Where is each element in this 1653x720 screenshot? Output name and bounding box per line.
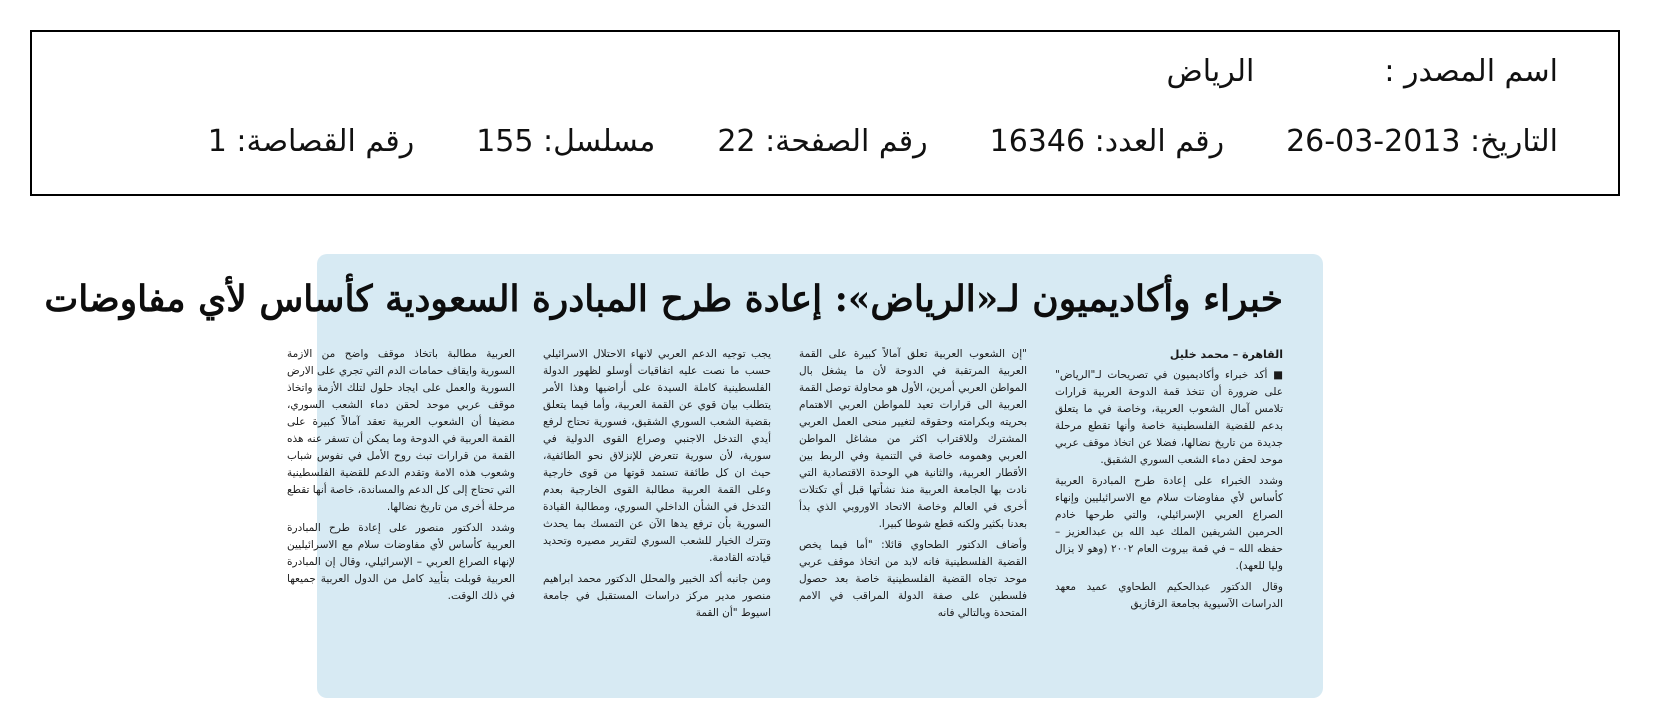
article-columns [287, 346, 1283, 688]
article-column-1 [1055, 346, 1283, 688]
article-column-2 [799, 346, 1027, 688]
source-value: الرياض [1166, 54, 1255, 89]
paragraph: وشدد الدكتور منصور على إعادة طرح المبادرة العربية كأساس لأي مفاوضات سلام مع الاسرائيليين لإنهاء الصراع العربي – الإسرائيلي، وقال إن المبادرة العربية قوبلت بتأييد كامل من الدول العربية جميعها في ذلك الوقت. [287, 522, 515, 602]
page-number-field: رقم الصفحة: 22 [717, 124, 928, 159]
article-column-3 [543, 346, 771, 688]
article-column-4 [287, 346, 515, 688]
paragraph: ■ أكد خبراء وأكاديميون في تصريحات لـ"الرياض" على ضرورة أن تتخذ قمة الدوحة العربية قرارات تلامس آمال الشعوب العربية، وخاصة في ما يتعلق بدعم للقضية الفلسطينية خاصة وأنها تقطع مرحلة جديدة من تاريخ نضالها، فضلا عن اتخاذ موقف عربي موحد لحقن دماء الشعب السوري الشقيق. [1055, 369, 1283, 466]
serial-field: مسلسل: 155 [476, 124, 656, 159]
date-field: التاريخ: 2013-03-26 [1286, 124, 1558, 159]
source-info-box [30, 30, 1620, 196]
details-row [208, 124, 1558, 159]
paragraph: وقال الدكتور عبدالحكيم الطحاوي عميد معهد الدراسات الآسيوية بجامعة الزقازيق [1055, 581, 1283, 610]
source-label: اسم المصدر : [1384, 54, 1558, 89]
newspaper-clipping [44, 254, 1323, 698]
paragraph: وشدد الخبراء على إعادة طرح المبادرة العربية كأساس لأي مفاوضات سلام مع الاسرائيليين وإنهاء الصراع العربي الإسرائيلي، والتي طرحها خادم الحرمين الشريفين الملك عبد الله بن عبدالعزيز – حفظه الله – في قمة بيروت العام ٢٠٠٢ (وهو لا يزال وليا للعهد). [1055, 475, 1283, 572]
article-byline: القاهرة – محمد خليل [1169, 348, 1283, 361]
paragraph: ومن جانبه أكد الخبير والمحلل الدكتور محمد ابراهيم منصور مدير مركز دراسات المستقبل في جامعة اسيوط "أن القمة [543, 573, 771, 619]
source-row [1167, 54, 1558, 89]
clip-number-field: رقم القصاصة: 1 [207, 124, 415, 159]
paragraph: يجب توجيه الدعم العربي لانهاء الاحتلال الاسرائيلي حسب ما نصت عليه اتفاقيات أوسلو لظهور الدولة الفلسطينية كاملة السيدة على أراضيها وهذا الأمر يتطلب بيان قوي عن القمة العربية، وأما فيما يتعلق بقضية الشعب السوري الشقيق، فسورية تحتاج لرفع أيدي التدخل الاجنبي وصراع القوى الدولية في سورية، لأن سورية تتعرض للإنزلاق نحو الطائفية، حيث ان كل طائفة تستمد قوتها من قوى خارجية وعلى القمة العربية مطالبة القوى الخارجية بعدم التدخل في الشأن الداخلي السوري، ومطالبة القيادة السورية بأن ترفع يدها الآن عن التمسك بما يحدث وتترك الخيار للشعب السوري لتقرير مصيره وتحديد قيادته القادمة. [543, 348, 771, 564]
article-headline: خبراء وأكاديميون لـ«الرياض»: إعادة طرح المبادرة السعودية كأساس لأي مفاوضات [44, 278, 1283, 320]
paragraph: العربية مطالبة باتخاذ موقف واضح من الازمة السورية وايقاف حمامات الدم التي تجري على الارض السورية والعمل على ايجاد حلول لتلك الأزمة واتخاذ موقف عربي موحد لحقن دماء الشعب السوري، مضيفا أن الشعوب العربية تعقد آمالاً كبيرة على القمة العربية في الدوحة وما يمكن أن تسفر عنه هذه القمة من قرارات تبث روح الأمل في نفوس شباب وشعوب هذه الامة وتقدم الدعم للقضية الفلسطينية التي تحتاج إلى كل الدعم والمساندة، خاصة أنها تقطع مرحلة أخرى من تاريخ نضالها. [287, 348, 515, 513]
paragraph: "إن الشعوب العربية تعلق آمالاً كبيرة على القمة العربية المرتقبة في الدوحة لأن ما يشغل بال المواطن العربي أمرين، الأول هو محاولة توصل القمة العربية الى قرارات تعيد للمواطن العربي الاهتمام بحريته وبكرامته وحقوقه لتغيير منحى العمل العربي المشترك وللاقتراب اكثر من مشاغل المواطن العربي وهمومه خاصة في التنمية وفي الربط بين الأقطار العربية، والثانية هي الوحدة الاقتصادية التي نادت بها الجامعة العربية منذ نشأتها قبل أي تكتلات أخرى في العالم وخاصة الاتحاد الاوروبي الذي بدأ بعدنا بكثير ولكنه قطع شوطا كبيرا. [799, 348, 1027, 530]
issue-number-field: رقم العدد: 16346 [989, 124, 1225, 159]
paragraph: وأضاف الدكتور الطحاوي قائلا: "أما فيما يخص القضية الفلسطينية فانه لابد من اتخاذ موقف عربي موحد تجاه القضية الفلسطينية خاصة بعد حصول فلسطين على صفة الدولة المراقب في الامم المتحدة وبالتالي فانه [799, 539, 1027, 619]
